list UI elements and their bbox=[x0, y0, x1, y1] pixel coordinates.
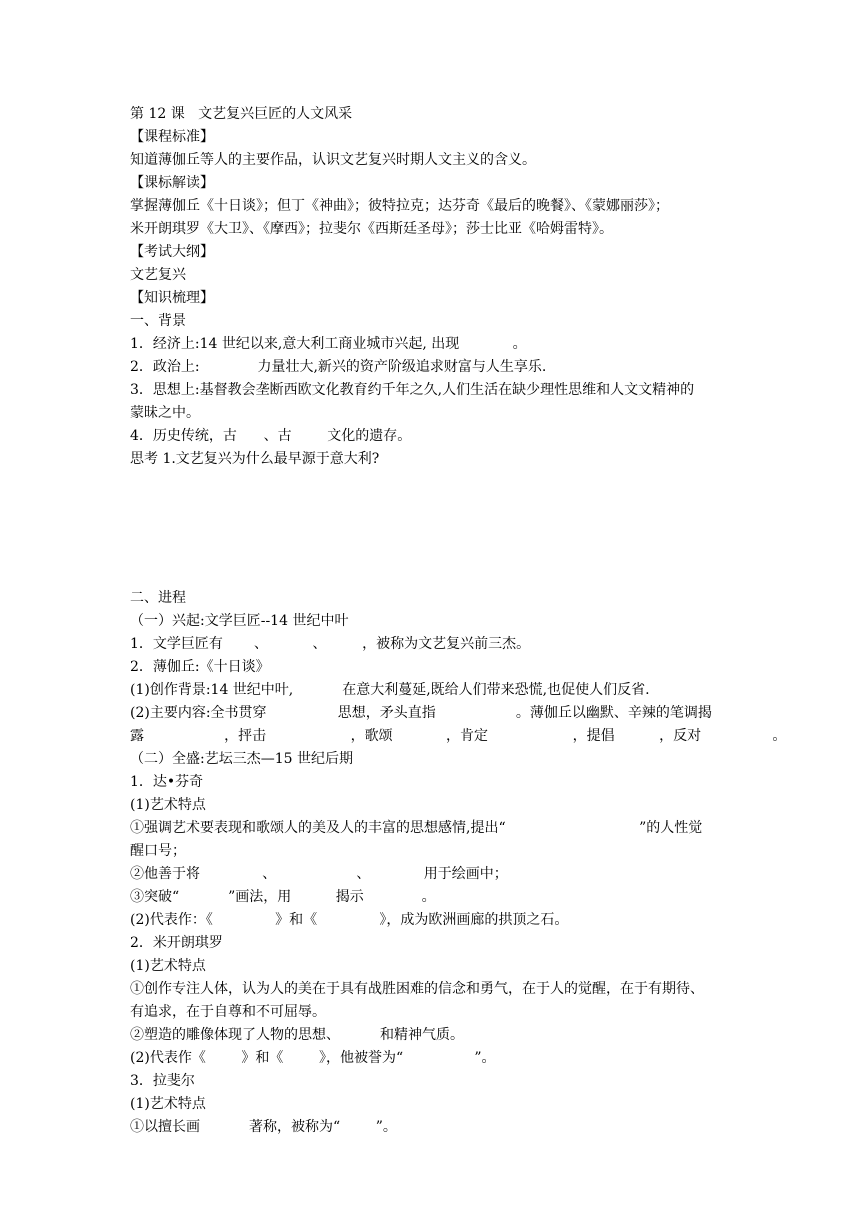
text-line: ①创作专注人体，认为人的美在于具有战胜困难的信念和勇气，在于人的觉醒，在于有期待、 bbox=[130, 981, 704, 997]
text-line: （二）全盛:艺坛三杰—15 世纪后期 bbox=[130, 751, 353, 767]
text-line: 2．薄伽丘:《十日谈》 bbox=[130, 659, 270, 675]
text-line: 3．拉斐尔 bbox=[130, 1073, 195, 1089]
text-line: 有追求，在于自尊和不可屈辱。 bbox=[130, 1004, 326, 1020]
text-line: 4．历史传统，古 、古 文化的遗存。 bbox=[130, 428, 412, 444]
text-line: 掌握薄伽丘《十日谈》；但丁《神曲》；彼特拉克；达芬奇《最后的晚餐》、《蒙娜丽莎》； bbox=[130, 198, 669, 214]
text-line: 蒙昧之中。 bbox=[130, 405, 200, 421]
question-line: 思考 1.文艺复兴为什么最早源于意大利? bbox=[130, 451, 380, 467]
text-line: (1)艺术特点 bbox=[130, 958, 206, 974]
text-line: ①以擅长画 著称，被称为“ ”。 bbox=[130, 1119, 397, 1135]
text-line: 3．思想上:基督教会垄断西欧文化教育约千年之久,人们生活在缺少理性思维和人文文精神的 bbox=[130, 382, 695, 398]
answer-space bbox=[130, 471, 740, 587]
section-heading-interpretation: 【课标解读】 bbox=[130, 175, 214, 191]
text-line: （一）兴起:文学巨匠--14 世纪中叶 bbox=[130, 613, 349, 629]
text-line: 2．米开朗琪罗 bbox=[130, 935, 223, 951]
lesson-title: 第 12 课 文艺复兴巨匠的人文风采 bbox=[130, 106, 353, 122]
text-line: 知道薄伽丘等人的主要作品，认识文艺复兴时期人文主义的含义。 bbox=[130, 152, 536, 168]
text-line: 1．达•芬奇 bbox=[130, 774, 204, 790]
document-page bbox=[130, 103, 787, 1139]
subsection-process: 二、进程 bbox=[130, 590, 186, 606]
section-heading-knowledge: 【知识梳理】 bbox=[130, 290, 214, 306]
subsection-background: 一、背景 bbox=[130, 313, 186, 329]
text-line: (1)艺术特点 bbox=[130, 1096, 206, 1112]
text-line: 文艺复兴 bbox=[130, 267, 186, 283]
text-line: ②塑造的雕像体现了人物的思想、 和精神气质。 bbox=[130, 1027, 465, 1043]
text-line: (2)代表作：《 》和《 》，成为欧洲画廊的拱顶之石。 bbox=[130, 912, 569, 928]
section-heading-standard: 【课程标准】 bbox=[130, 129, 214, 145]
text-line: (2)主要内容:全书贯穿 思想，矛头直指 。薄伽丘以幽默、辛辣的笔调揭 bbox=[130, 705, 712, 721]
text-line: 醒口号； bbox=[130, 843, 186, 859]
text-line: (2)代表作《 》和《 》，他被誉为“ ”。 bbox=[130, 1050, 496, 1066]
text-line: 1．经济上:14 世纪以来,意大利工商业城市兴起, 出现 。 bbox=[130, 336, 527, 352]
text-line: (1)艺术特点 bbox=[130, 797, 206, 813]
text-line: (1)创作背景:14 世纪中叶, 在意大利蔓延,既给人们带来恐慌,也促使人们反省. bbox=[130, 682, 650, 698]
text-line: ①强调艺术要表现和歌颂人的美及人的丰富的思想感情,提出“ ”的人性觉 bbox=[130, 820, 703, 836]
text-line: 1．文学巨匠有 、 、 ，被称为文艺复兴前三杰。 bbox=[130, 636, 531, 652]
text-line: ③突破“ ”画法，用 揭示 。 bbox=[130, 889, 436, 905]
text-line: ②他善于将 、 、 用于绘画中； bbox=[130, 866, 508, 882]
text-line: 2．政治上: 力量壮大,新兴的资产阶级追求财富与人生享乐. bbox=[130, 359, 547, 375]
section-heading-outline: 【考试大纲】 bbox=[130, 244, 214, 260]
text-line: 露 ，抨击 ，歌颂 ，肯定 ，提倡 ，反对 。 bbox=[130, 728, 787, 744]
text-line: 米开朗琪罗《大卫》、《摩西》；拉斐尔《西斯廷圣母》；莎士比亚《哈姆雷特》。 bbox=[130, 221, 613, 237]
